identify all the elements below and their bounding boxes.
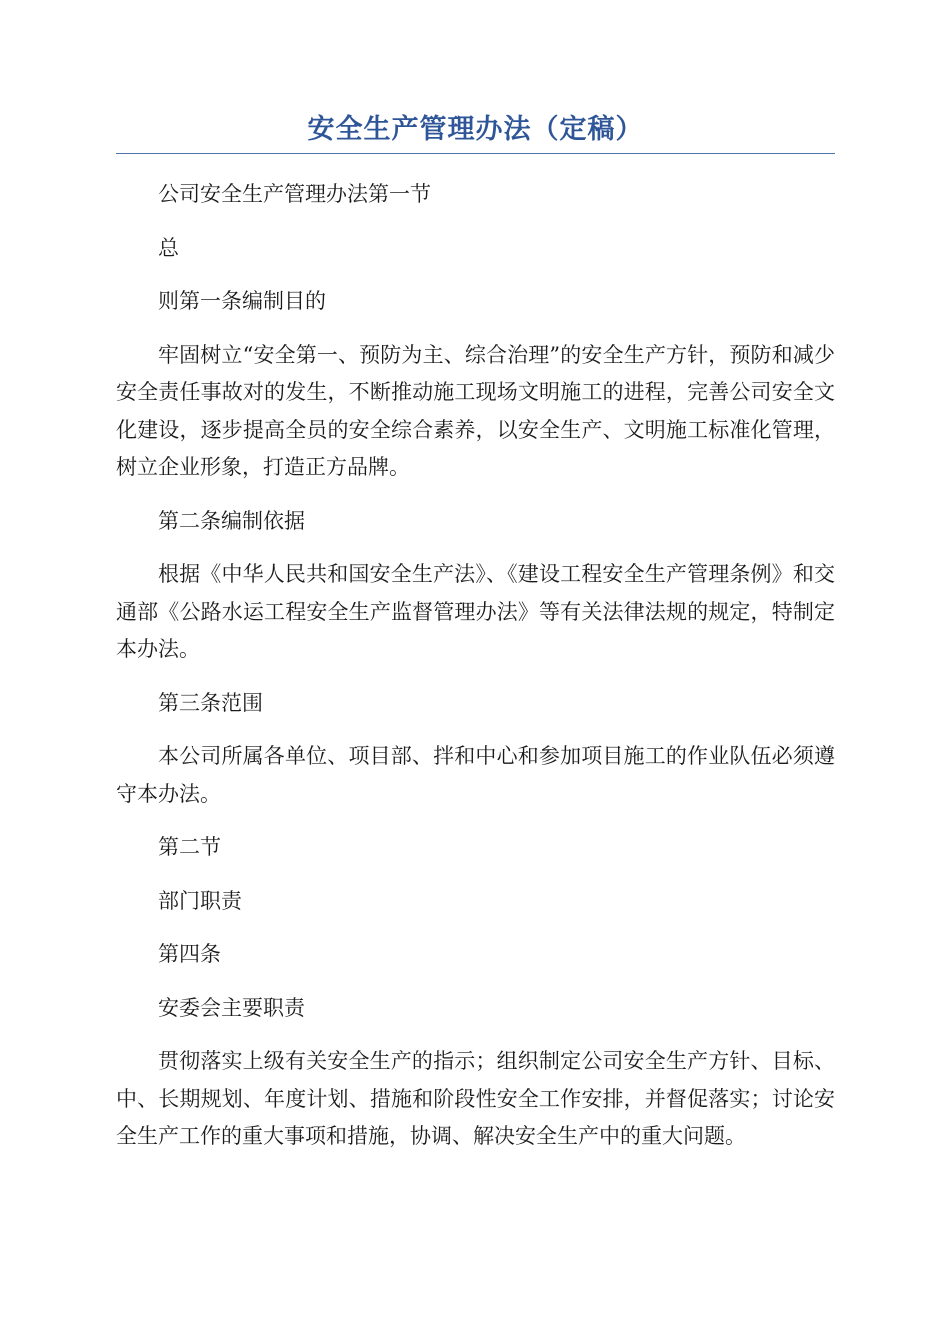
- paragraph-committee-duties-body: 贯彻落实上级有关安全生产的指示；组织制定公司安全生产方针、目标、中、长期规划、年度计划、措施和阶段性安全工作安排，并督促落实；讨论安全生产工作的重大事项和措施，协调、解决安全生产中的重大问题。: [116, 1049, 835, 1148]
- paragraph-article-1-body: 牢固树立“安全第一、预防为主、综合治理”的安全生产方针，预防和减少安全责任事故对的发生，不断推动施工现场文明施工的进程，完善公司安全文化建设，逐步提高全员的安全综合素养，以安全生产、文明施工标准化管理，树立企业形象，打造正方品牌。: [116, 342, 835, 479]
- paragraph-article-3-heading: 第三条范围: [158, 690, 263, 715]
- paragraph-article-1-heading: 则第一条编制目的: [158, 289, 326, 313]
- document-page: [116, 110, 835, 1156]
- paragraph-article-2-body: 根据《中华人民共和国安全生产法》、《建设工程安全生产管理条例》和交通部《公路水运工程安全生产监督管理办法》等有关法律法规的规定，特制定本办法。: [116, 562, 835, 661]
- paragraph-article-3-body: 本公司所属各单位、项目部、拌和中心和参加项目施工的作业队伍必须遵守本办法。: [116, 744, 835, 806]
- paragraph-heading-company: 公司安全生产管理办法第一节: [158, 182, 431, 206]
- paragraph-article-2-heading: 第二条编制依据: [158, 508, 305, 533]
- paragraph-section-2-heading: 第二节: [158, 835, 221, 859]
- paragraph-article-4-heading: 第四条: [158, 942, 221, 966]
- paragraph-heading-general: 总: [158, 235, 179, 260]
- title-underline: [116, 153, 835, 154]
- document-title: 安全生产管理办法（定稿）: [307, 114, 644, 145]
- paragraph-committee-duties: 安委会主要职责: [158, 995, 305, 1020]
- paragraph-department-duties: 部门职责: [158, 888, 242, 913]
